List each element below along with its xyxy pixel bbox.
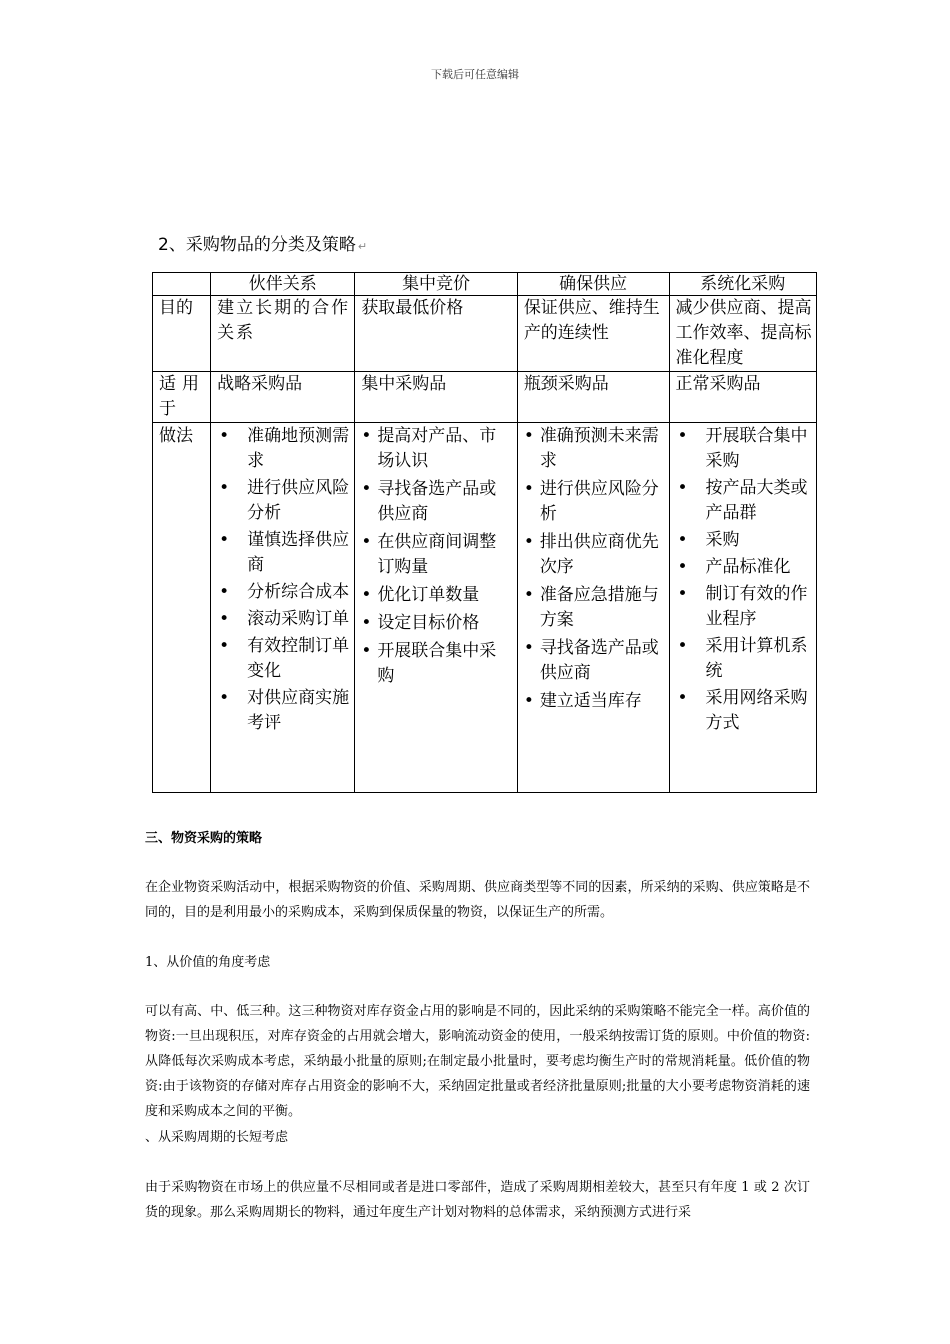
table-header-cell: 伙伴关系 [211,273,355,296]
table-cell: 瓶颈采购品 [517,372,669,423]
method-list [676,424,812,736]
list-item: • 建立适当库存 [522,689,665,714]
section-title: 三、物资采购的策略 [145,831,263,846]
table-header-cell [153,273,211,296]
list-item: • 有效控制订单变化 [217,634,350,684]
list-item: • 优化订单数量 [359,583,513,608]
table-row-method [153,423,817,793]
table-header-cell: 集中竞价 [355,273,518,296]
list-item: • 寻找备选产品或供应商 [522,636,665,686]
table-cell: 减少供应商、提高工作效率、提高标准化程度 [669,296,816,372]
method-list [359,424,513,689]
list-item: • 制订有效的作业程序 [676,582,812,632]
figure-caption-text: 2、采购物品的分类及策略 [158,235,356,255]
list-item: • 分析综合成本 [217,580,350,605]
table-cell [211,423,355,793]
row-label: 适用于 [153,372,211,423]
table-cell: 建立长期的合作关系 [211,296,355,372]
list-item: • 滚动采购订单 [217,607,350,632]
table-cell [355,423,518,793]
subsection-title-value: 1、从价值的角度考虑 [145,955,271,970]
list-item: • 准备应急措施与方案 [522,583,665,633]
list-item: • 对供应商实施考评 [217,686,350,736]
table-row-apply [153,372,817,423]
table-cell: 战略采购品 [211,372,355,423]
list-item: • 按产品大类或产品群 [676,476,812,526]
list-item: • 提高对产品、市场认识 [359,424,513,474]
cycle-paragraph: 由于采购物资在市场上的供应量不尽相同或者是进口零部件，造成了采购周期相差较大，甚至只有年度 1 或 2 次订货的现象。那么采购周期长的物料，通过年度生产计划对物料的总体需求，采纳预测方式进行采 [145,1180,810,1220]
list-item: • 开展联合集中采购 [359,639,513,689]
method-list [522,424,665,714]
table-cell: 保证供应、维持生产的连续性 [517,296,669,372]
table-cell: 正常采购品 [669,372,816,423]
table-cell [517,423,669,793]
list-item: • 进行供应风险分析 [522,477,665,527]
table-header-cell: 确保供应 [517,273,669,296]
figure-caption [158,230,367,255]
list-item: • 进行供应风险分析 [217,476,350,526]
table-cell [669,423,816,793]
table-header-row [153,273,817,296]
list-item: • 准确预测未来需求 [522,424,665,474]
table-cell: 获取最低价格 [355,296,518,372]
table-row-goal [153,296,817,372]
list-item: • 排出供应商优先次序 [522,530,665,580]
list-item: • 采用网络采购方式 [676,686,812,736]
page-header: 下载后可任意编辑 [431,68,519,81]
list-item: • 采用计算机系统 [676,634,812,684]
list-item: • 开展联合集中采购 [676,424,812,474]
table-cell: 集中采购品 [355,372,518,423]
list-item: • 寻找备选产品或供应商 [359,477,513,527]
list-item: • 产品标准化 [676,555,812,580]
list-item: • 谨慎选择供应商 [217,528,350,578]
row-label: 做法 [153,423,211,793]
table-header-cell: 系统化采购 [669,273,816,296]
method-list [217,424,350,736]
row-label: 目的 [153,296,211,372]
list-item: • 准确地预测需求 [217,424,350,474]
list-item: • 设定目标价格 [359,611,513,636]
intro-paragraph: 在企业物资采购活动中，根据采购物资的价值、采购周期、供应商类型等不同的因素，所采纳的采购、供应策略是不同的，目的是利用最小的采购成本，采购到保质保量的物资，以保证生产的所需。 [145,880,810,920]
list-item: • 在供应商间调整订购量 [359,530,513,580]
strategy-table [152,272,817,793]
list-item: • 采购 [676,528,812,553]
return-mark: ↵ [357,240,368,253]
value-paragraph: 可以有高、中、低三种。这三种物资对库存资金占用的影响是不同的，因此采纳的采购策略不能完全一样。高价值的物资:一旦出现积压，对库存资金的占用就会增大，影响流动资金的使用，一般采纳按需订货的原则。中价值的物资:从降低每次采购成本考虑，采纳最小批量的原则;在制定最小批量时，要考虑均衡生产时的常规消耗量。低价值的物资:由于该物资的存储对库存占用资金的影响不大，采纳固定批量或者经济批量原则;批量的大小要考虑物资消耗的速度和采购成本之间的平衡。 [145,1004,810,1119]
subsection-title-cycle: 、从采购周期的长短考虑 [145,1130,289,1145]
